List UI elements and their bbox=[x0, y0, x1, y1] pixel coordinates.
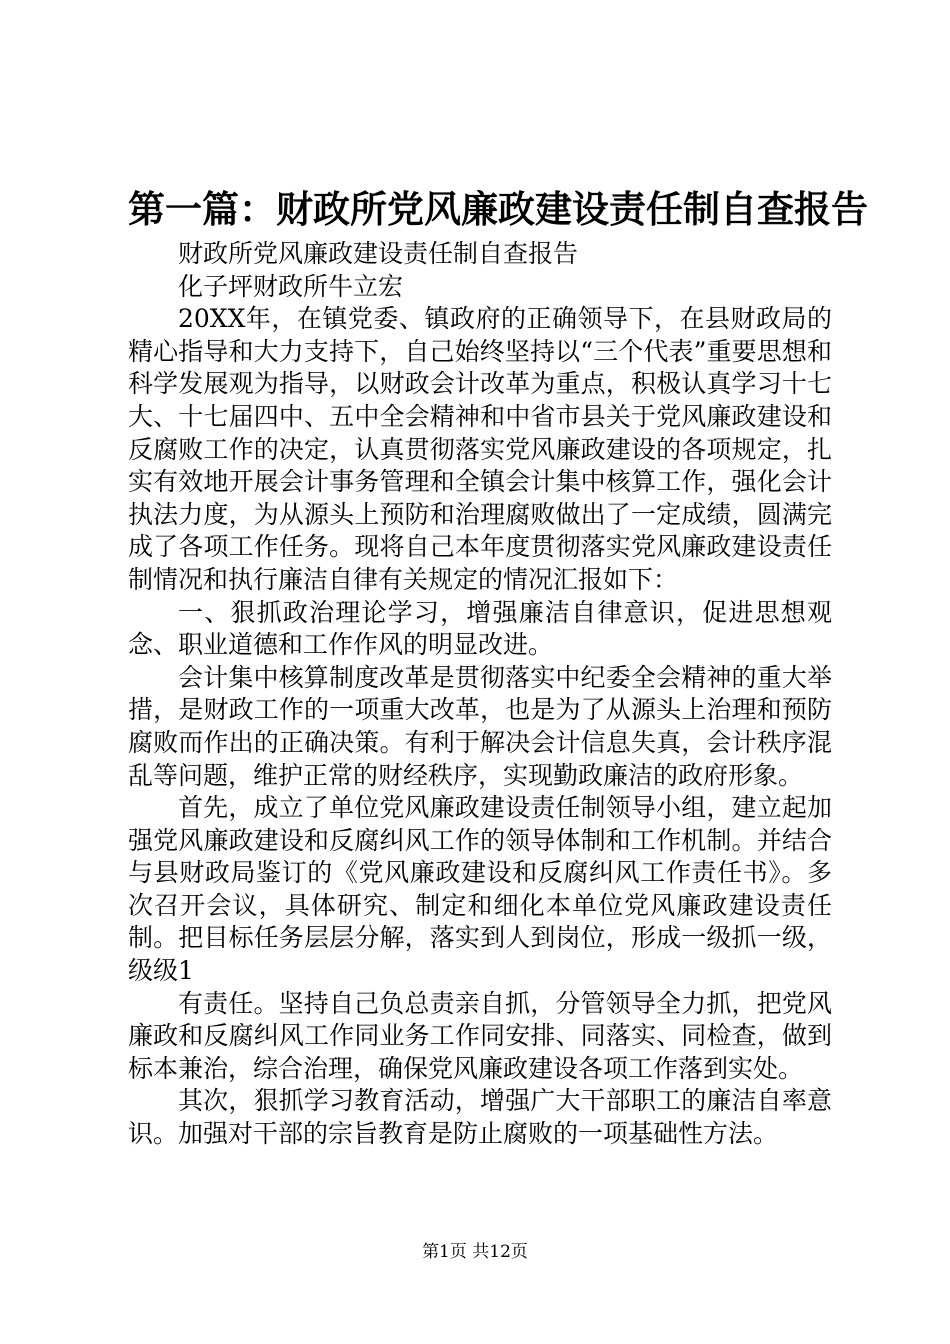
paragraph: 会计集中核算制度改革是贯彻落实中纪委全会精神的重大举措，是财政工作的一项重大改革，也是为了从源头上治理和预防腐败而作出的正确决策。有利于解决会计信息失真，会计秩序混乱等问题，维护正常的财经秩序，实现勤政廉洁的政府形象。 bbox=[128, 662, 832, 790]
paragraph: 20XX年，在镇党委、镇政府的正确领导下，在县财政局的精心指导和大力支持下，自己始终坚持以“三个代表”重要思想和科学发展观为指导，以财政会计改革为重点，积极认真学习十七大、十七届四中、五中全会精神和中省市县关于党风廉政建设和反腐败工作的决定，认真贯彻落实党风廉政建设的各项规定，扎实有效地开展会计事务管理和全镇会计集中核算工作，强化会计执法力度，为从源头上预防和治理腐败做出了一定成绩，圆满完成了各项工作任务。现将自己本年度贯彻落实党风廉政建设责任制情况和执行廉洁自律有关规定的情况汇报如下： bbox=[128, 304, 832, 594]
document-title: 第一篇：财政所党风廉政建设责任制自查报告 bbox=[128, 187, 868, 231]
paragraph: 首先，成立了单位党风廉政建设责任制领导小组，建立起加强党风廉政建设和反腐纠风工作的领导体制和工作机制。并结合与县财政局鉴订的《党风廉政建设和反腐纠风工作责任书》。多次召开会议，具体研究、制定和细化本单位党风廉政建设责任制。把目标任务层层分解，落实到人到岗位，形成一级抓一级，级级1 bbox=[128, 793, 832, 986]
paragraph: 其次，狠抓学习教育活动，增强广大干部职工的廉洁自率意识。加强对干部的宗旨教育是防止腐败的一项基础性方法。 bbox=[128, 1086, 832, 1149]
report-author: 化子坪财政所牛立宏 bbox=[178, 271, 404, 301]
document-body bbox=[128, 238, 832, 1151]
section-heading: 一、狠抓政治理论学习，增强廉洁自律意识，促进思想观念、职业道德和工作作风的明显改进。 bbox=[128, 597, 832, 660]
report-subtitle: 财政所党风廉政建设责任制自查报告 bbox=[178, 239, 579, 268]
page-footer: 第1页 共12页 bbox=[422, 1242, 528, 1262]
paragraph: 有责任。坚持自己负总责亲自抓，分管领导全力抓，把党风廉政和反腐纠风工作同业务工作同安排、同落实、同检查，做到标本兼治，综合治理，确保党风廉政建设各项工作落到实处。 bbox=[128, 988, 832, 1083]
